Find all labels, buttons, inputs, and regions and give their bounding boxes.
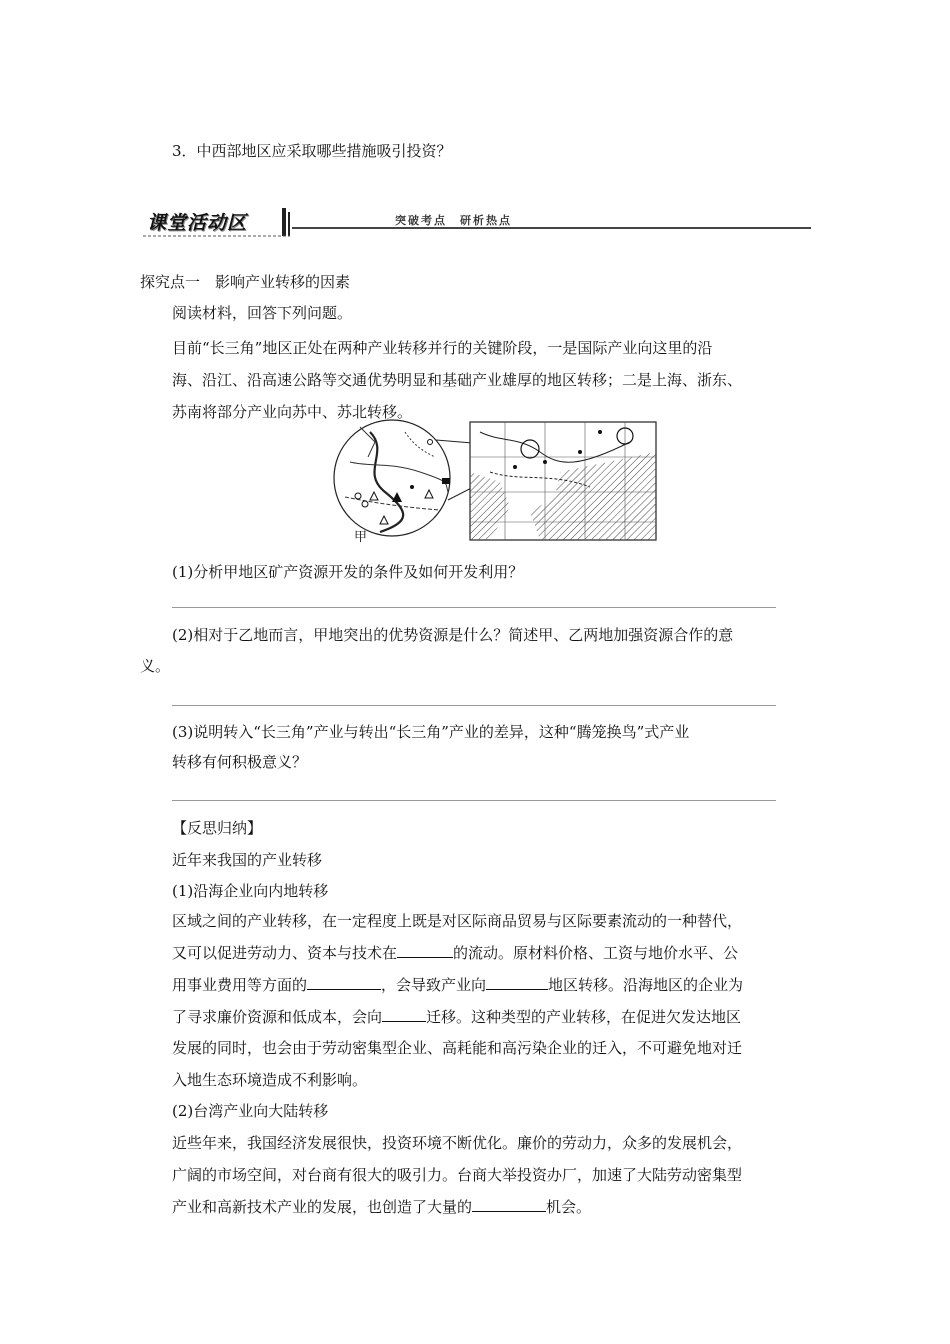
summary-p1-line-3 <box>172 975 743 995</box>
summary-sub-1: (1)沿海企业向内地转移 <box>172 882 329 900</box>
summary-p1-line-4 <box>172 1007 741 1027</box>
question-3-line-1: (3)说明转入“长三角”产业与转出“长三角”产业的差异，这种“腾笼换鸟”式产业 <box>172 723 690 741</box>
answer-line-2 <box>172 705 776 706</box>
answer-line-3 <box>172 800 776 801</box>
summary-p2-line-1: 近些年来，我国经济发展很快，投资环境不断优化。廉价的劳动力，众多的发展机会， <box>172 1134 743 1152</box>
summary-p1-line-1: 区域之间的产业转移，在一定程度上既是对区际商品贸易与区际要素流动的一种替代， <box>172 912 743 930</box>
map-graphic <box>330 412 660 550</box>
section-banner <box>143 206 811 238</box>
map-figure <box>330 412 660 550</box>
question-3-line-2: 转移有何积极意义？ <box>172 753 308 771</box>
fill-blank-1[interactable] <box>397 943 453 958</box>
summary-p1-line-6: 入地生态环境造成不利影响。 <box>172 1071 368 1089</box>
summary-p2-line-2: 广阔的市场空间，对台商有很大的吸引力。台商大举投资办厂，加速了大陆劳动密集型 <box>172 1166 743 1184</box>
fill-blank-2[interactable] <box>307 975 381 990</box>
fill-blank-4[interactable] <box>382 1007 426 1022</box>
summary-header: 【反思归纳】 <box>172 819 263 837</box>
material-line-2: 海、沿江、沿高速公路等交通优势明显和基础产业雄厚的地区转移；二是上海、浙东、 <box>172 371 743 389</box>
map-label-jia: 甲 <box>354 530 368 545</box>
summary-p1-line-5: 发展的同时，也会由于劳动密集型企业、高耗能和高污染企业的迁入，不可避免地对迁 <box>172 1039 743 1057</box>
summary-p2-line-3-b: 机会。 <box>546 1198 592 1216</box>
fill-blank-3[interactable] <box>486 975 548 990</box>
banner-title: 课堂活动区 <box>147 212 248 234</box>
summary-sub-2: (2)台湾产业向大陆转移 <box>172 1102 329 1120</box>
instruction-text: 阅读材料，回答下列问题。 <box>172 304 353 322</box>
summary-p1-line-2 <box>172 943 738 963</box>
material-line-1: 目前“长三角”地区正处在两种产业转移并行的关键阶段，一是国际产业向这里的沿 <box>172 339 713 357</box>
material-line-3: 苏南将部分产业向苏中、苏北转移。 <box>172 403 413 421</box>
banner-subtitle: 突破考点 研析热点 <box>395 214 512 227</box>
summary-p1-line-4-b: 迁移。这种类型的产业转移，在促进欠发达地区 <box>426 1008 742 1026</box>
summary-p1-line-3-a: 用事业费用等方面的 <box>172 976 308 994</box>
section-heading: 探究点一 影响产业转移的因素 <box>140 273 351 291</box>
answer-line-1 <box>172 607 776 608</box>
summary-p1-line-4-a: 了寻求廉价资源和低成本，会向 <box>172 1008 383 1026</box>
summary-p2-line-3 <box>172 1197 591 1217</box>
summary-p1-line-2-a: 又可以促进劳动力、资本与技术在 <box>172 944 398 962</box>
summary-p1-line-3-b: ，会导致产业向 <box>381 976 487 994</box>
summary-p2-line-3-a: 产业和高新技术产业的发展，也创造了大量的 <box>172 1198 473 1216</box>
question-3: 3．中西部地区应采取哪些措施吸引投资？ <box>172 142 452 160</box>
summary-p1-line-3-c: 地区转移。沿海地区的企业为 <box>548 976 744 994</box>
fill-blank-5[interactable] <box>472 1197 546 1212</box>
summary-p1-line-2-b: 的流动。原材料价格、工资与地价水平、公 <box>453 944 739 962</box>
question-2-line-2: 义。 <box>140 657 171 675</box>
question-2-line-1: (2)相对于乙地而言，甲地突出的优势资源是什么？简述甲、乙两地加强资源合作的意 <box>172 626 734 644</box>
summary-title: 近年来我国的产业转移 <box>172 851 323 869</box>
question-1: (1)分析甲地区矿产资源开发的条件及如何开发利用？ <box>172 563 524 581</box>
